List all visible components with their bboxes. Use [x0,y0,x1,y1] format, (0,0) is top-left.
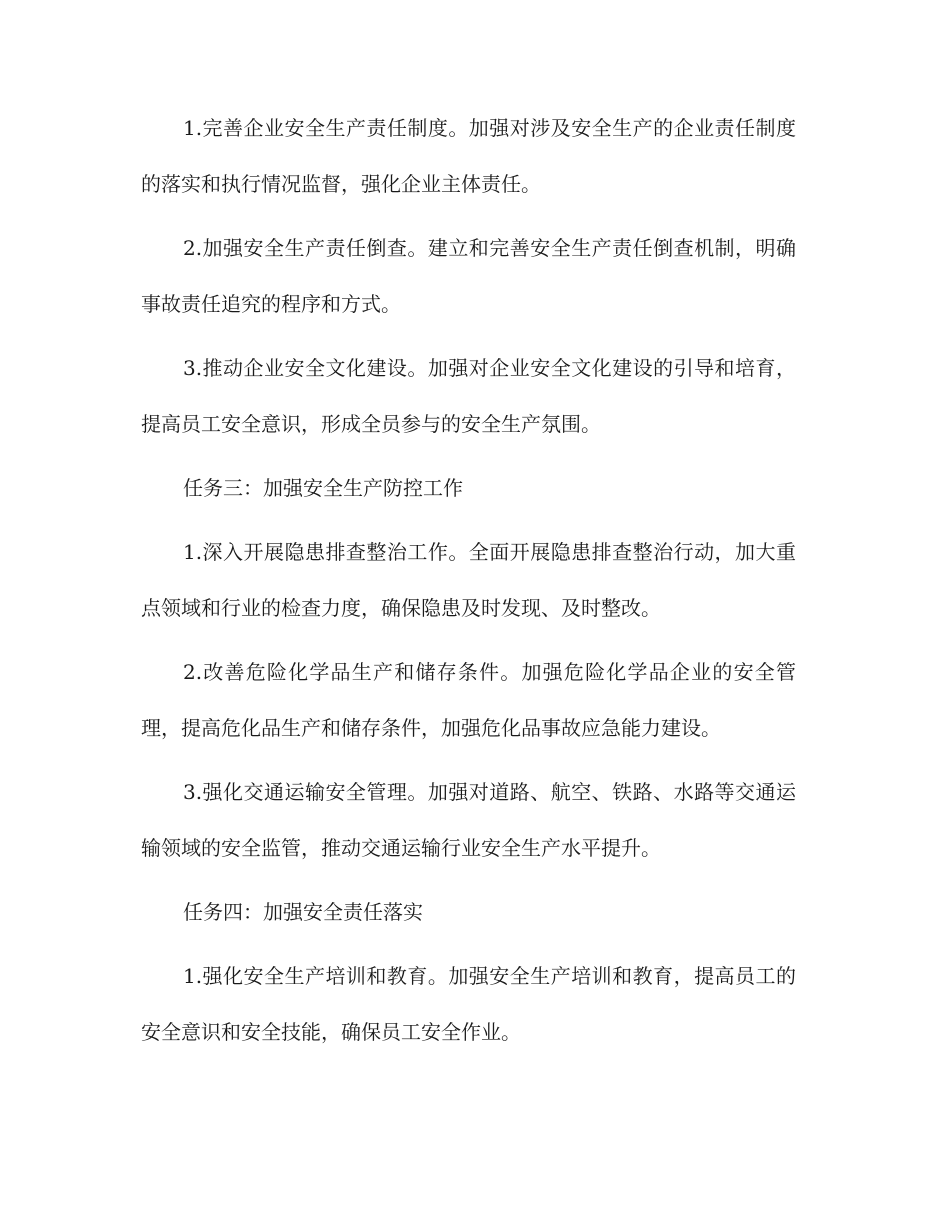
section-heading-task-four: 任务四：加强安全责任落实 [183,900,423,924]
paragraph-hazardous-chemicals: 2.改善危险化学品生产和储存条件。加强危险化学品企业的安全管理，提高危化品生产和储存条件，加强危化品事故应急能力建设。 [141,660,796,740]
document-body [141,100,796,1068]
section-heading-task-three: 任务三：加强安全生产防控工作 [183,476,463,500]
paragraph-safety-training: 1.强化安全生产培训和教育。加强安全生产培训和教育，提高员工的安全意识和安全技能，确保员工安全作业。 [141,964,796,1044]
paragraph-responsibility-system: 1.完善企业安全生产责任制度。加强对涉及安全生产的企业责任制度的落实和执行情况监督，强化企业主体责任。 [141,116,796,196]
paragraph-hazard-inspection: 1.深入开展隐患排查整治工作。全面开展隐患排查整治行动，加大重点领域和行业的检查力度，确保隐患及时发现、及时整改。 [141,540,796,620]
paragraph-safety-culture: 3.推动企业安全文化建设。加强对企业安全文化建设的引导和培育，提高员工安全意识，形成全员参与的安全生产氛围。 [141,356,796,436]
paragraph-transport-safety: 3.强化交通运输安全管理。加强对道路、航空、铁路、水路等交通运输领域的安全监管，推动交通运输行业安全生产水平提升。 [141,780,796,860]
paragraph-responsibility-review: 2.加强安全生产责任倒查。建立和完善安全生产责任倒查机制，明确事故责任追究的程序和方式。 [141,236,796,316]
